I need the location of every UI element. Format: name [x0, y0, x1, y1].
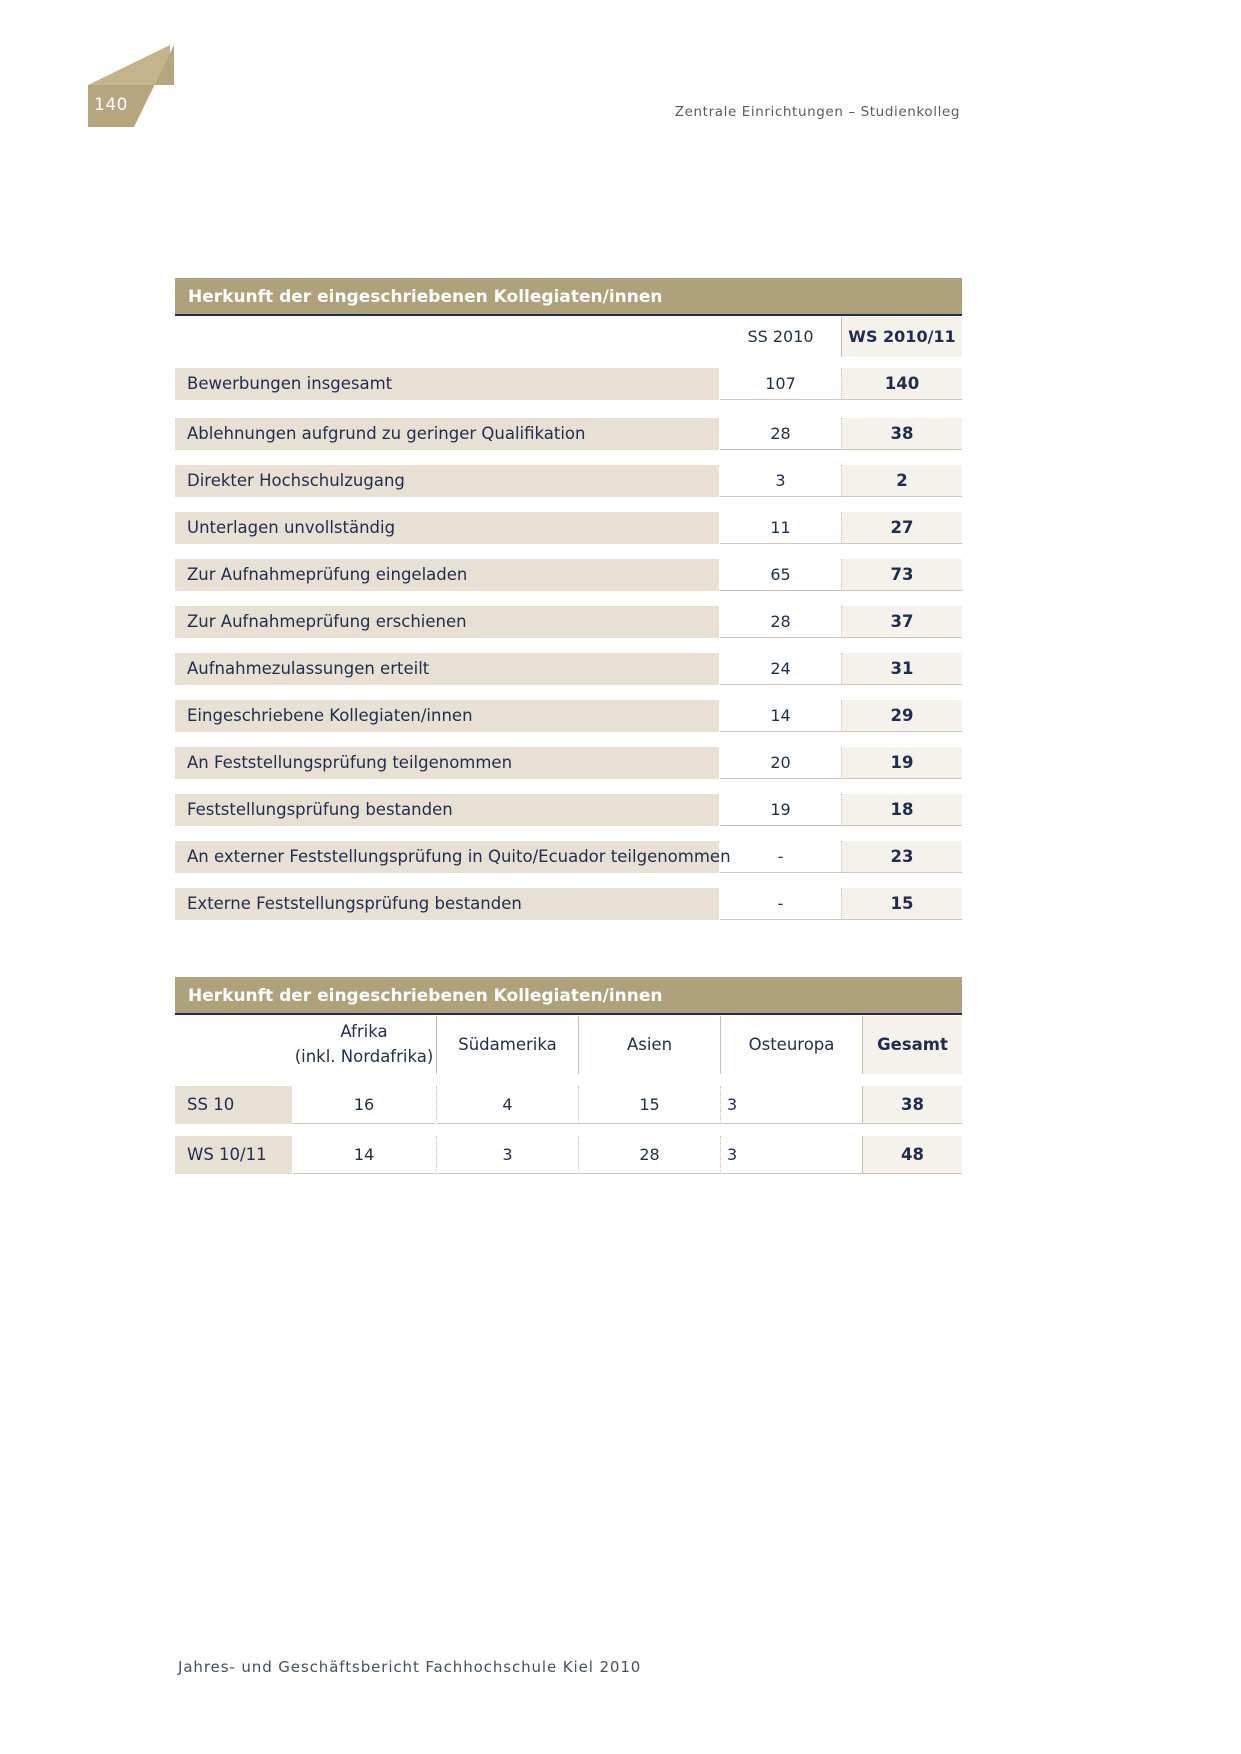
row-label: Zur Aufnahmeprüfung erschienen — [175, 606, 719, 638]
col-header-suedamerika: Südamerika — [436, 1016, 578, 1074]
value-asien: 15 — [578, 1086, 720, 1124]
ss-value: 28 — [720, 606, 841, 638]
value-suedamerika: 4 — [436, 1086, 578, 1124]
table-row — [175, 841, 962, 873]
ws-value: 140 — [841, 368, 962, 400]
table2-header-row — [175, 1016, 962, 1074]
ss-value: - — [720, 888, 841, 920]
ws-value: 19 — [841, 747, 962, 779]
table1-col-ss: SS 2010 — [747, 327, 814, 346]
value-afrika: 14 — [293, 1136, 435, 1174]
row-label: Ablehnungen aufgrund zu geringer Qualifikation — [175, 418, 719, 450]
col-header-asien: Asien — [578, 1016, 720, 1074]
table-row — [175, 794, 962, 826]
ws-value: 29 — [841, 700, 962, 732]
table1-col-ws: WS 2010/11 — [841, 317, 962, 357]
row-label: Externe Feststellungsprüfung bestanden — [175, 888, 719, 920]
ss-value: 28 — [720, 418, 841, 450]
value-suedamerika: 3 — [436, 1136, 578, 1174]
ws-value: 38 — [841, 418, 962, 450]
ss-value: 11 — [720, 512, 841, 544]
table-row — [175, 465, 962, 497]
value-osteuropa: 3 — [720, 1136, 862, 1174]
value-gesamt: 38 — [862, 1086, 962, 1124]
ws-value: 31 — [841, 653, 962, 685]
col-header-osteuropa: Osteuropa — [720, 1016, 862, 1074]
row-label: Aufnahmezulassungen erteilt — [175, 653, 719, 685]
table-row — [175, 512, 962, 544]
row-label: Feststellungsprüfung bestanden — [175, 794, 719, 826]
table-row — [175, 368, 962, 400]
ws-value: 23 — [841, 841, 962, 873]
table-row — [175, 418, 962, 450]
table-row — [175, 559, 962, 591]
ws-value: 37 — [841, 606, 962, 638]
row-label: Eingeschriebene Kollegiaten/innen — [175, 700, 719, 732]
value-gesamt: 48 — [862, 1136, 962, 1174]
table1-header-row — [175, 317, 962, 357]
ss-value: 24 — [720, 653, 841, 685]
ss-value: 107 — [720, 368, 841, 400]
ws-value: 27 — [841, 512, 962, 544]
ws-value: 2 — [841, 465, 962, 497]
col-header-afrika: Afrika (inkl. Nordafrika) — [294, 1022, 434, 1066]
ss-value: 3 — [720, 465, 841, 497]
col-header-gesamt: Gesamt — [862, 1016, 962, 1074]
footer-text: Jahres- und Geschäftsbericht Fachhochschule Kiel 2010 — [178, 1658, 642, 1676]
table-row — [175, 747, 962, 779]
table2-title: Herkunft der eingeschriebenen Kollegiaten/innen — [175, 977, 962, 1015]
value-osteuropa: 3 — [720, 1086, 862, 1124]
table1-title: Herkunft der eingeschriebenen Kollegiaten/innen — [175, 278, 962, 316]
value-asien: 28 — [578, 1136, 720, 1174]
table-row — [175, 606, 962, 638]
row-label: An externer Feststellungsprüfung in Quito/Ecuador teilgenommen — [175, 841, 719, 873]
table-row — [175, 1086, 962, 1124]
ws-value: 73 — [841, 559, 962, 591]
value-afrika: 16 — [293, 1086, 435, 1124]
running-head: Zentrale Einrichtungen – Studienkolleg — [674, 104, 960, 120]
ss-value: 65 — [720, 559, 841, 591]
ss-value: 20 — [720, 747, 841, 779]
table-row — [175, 653, 962, 685]
row-label: Zur Aufnahmeprüfung eingeladen — [175, 559, 719, 591]
ss-value: - — [720, 841, 841, 873]
ss-value: 14 — [720, 700, 841, 732]
page-number: 140 — [94, 95, 128, 115]
ws-value: 15 — [841, 888, 962, 920]
table-row — [175, 700, 962, 732]
row-label: Unterlagen unvollständig — [175, 512, 719, 544]
row-label: Direkter Hochschulzugang — [175, 465, 719, 497]
row-label: WS 10/11 — [175, 1136, 292, 1174]
table-row — [175, 888, 962, 920]
row-label: An Feststellungsprüfung teilgenommen — [175, 747, 719, 779]
row-label: Bewerbungen insgesamt — [175, 368, 719, 400]
ws-value: 18 — [841, 794, 962, 826]
row-label: SS 10 — [175, 1086, 292, 1124]
ss-value: 19 — [720, 794, 841, 826]
table-row — [175, 1136, 962, 1174]
